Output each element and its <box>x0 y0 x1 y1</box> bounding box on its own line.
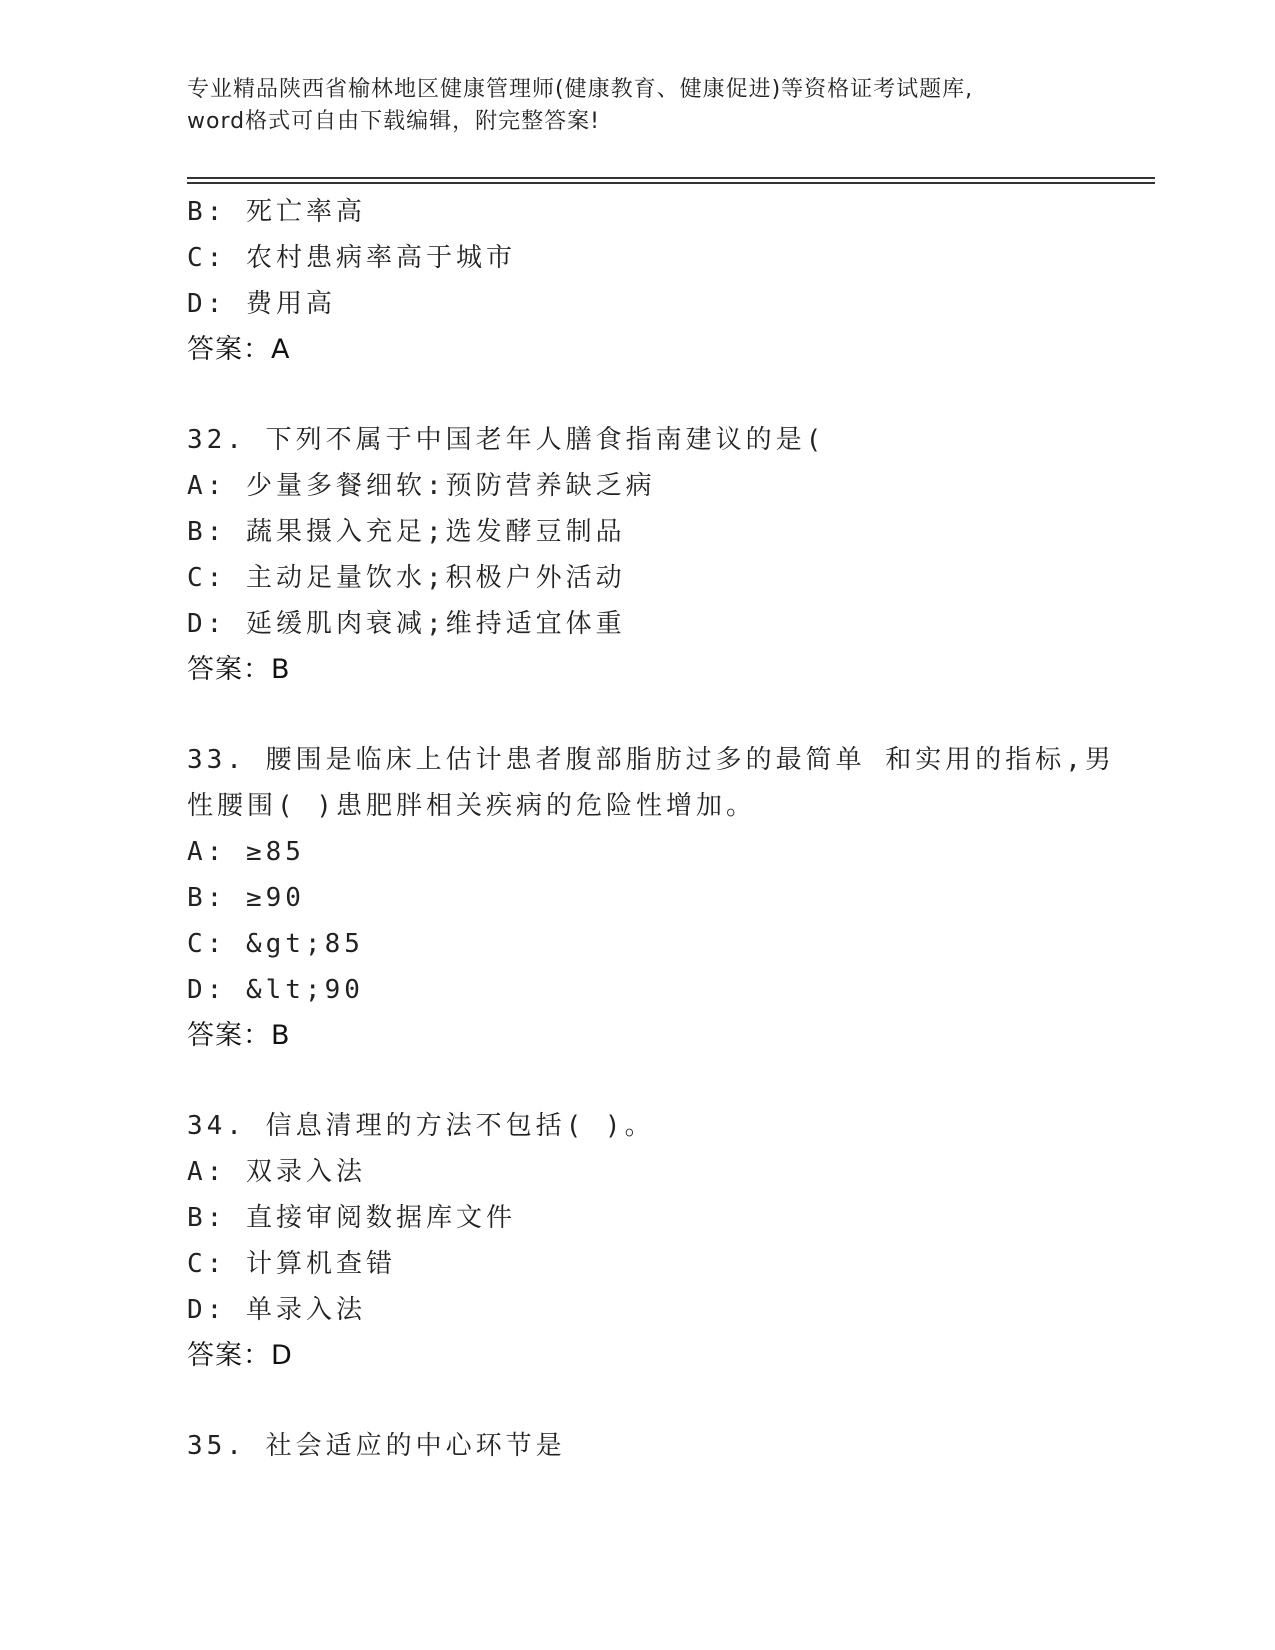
option-c: C: 主动足量饮水;积极户外活动 <box>187 563 626 593</box>
header-line-2: word格式可自由下载编辑，附完整答案! <box>187 109 600 134</box>
question-31-partial <box>187 189 1137 373</box>
spacer <box>187 1379 1137 1423</box>
option-a: A: 少量多餐细软:预防营养缺乏病 <box>187 471 656 501</box>
option-d: D: &lt;90 <box>187 975 364 1005</box>
option-b: B: ≥90 <box>187 883 305 913</box>
question-list <box>187 189 1137 1469</box>
answer: 答案：B <box>187 1020 291 1051</box>
answer: 答案：B <box>187 654 291 685</box>
option-d: D: 单录入法 <box>187 1295 366 1325</box>
option-a: A: 双录入法 <box>187 1157 366 1187</box>
question-stem: 32. 下列不属于中国老年人膳食指南建议的是( <box>187 425 826 455</box>
question-35 <box>187 1423 1137 1469</box>
spacer <box>187 373 1137 417</box>
question-32 <box>187 417 1137 693</box>
question-stem: 35. 社会适应的中心环节是 <box>187 1431 566 1461</box>
question-stem: 34. 信息清理的方法不包括( )。 <box>187 1111 655 1141</box>
option-c: C: 计算机查错 <box>187 1249 396 1279</box>
question-34 <box>187 1103 1137 1379</box>
header-divider-bottom <box>187 182 1155 184</box>
option-b: B: 直接审阅数据库文件 <box>187 1203 516 1233</box>
question-stem-line-2: 性腰围( )患肥胖相关疾病的危险性增加。 <box>187 791 756 821</box>
question-stem-line-1: 33. 腰围是临床上估计患者腹部脂肪过多的最简单 和实用的指标,男 <box>187 745 1115 775</box>
question-33 <box>187 737 1137 1059</box>
answer: 答案：A <box>187 334 291 365</box>
option-c: C: 农村患病率高于城市 <box>187 243 516 273</box>
spacer <box>187 693 1137 737</box>
option-b: B: 蔬果摄入充足;选发酵豆制品 <box>187 517 626 547</box>
header-line-1: 专业精品陕西省榆林地区健康管理师(健康教育、健康促进)等资格证考试题库, <box>187 77 974 102</box>
spacer <box>187 1059 1137 1103</box>
header-divider-top <box>187 177 1155 179</box>
option-c: C: &gt;85 <box>187 929 364 959</box>
option-a: A: ≥85 <box>187 837 305 867</box>
option-d: D: 延缓肌肉衰减;维持适宜体重 <box>187 609 626 639</box>
document-header <box>187 74 1087 138</box>
option-b: B: 死亡率高 <box>187 197 366 227</box>
answer: 答案：D <box>187 1340 293 1371</box>
option-d: D: 费用高 <box>187 289 336 319</box>
